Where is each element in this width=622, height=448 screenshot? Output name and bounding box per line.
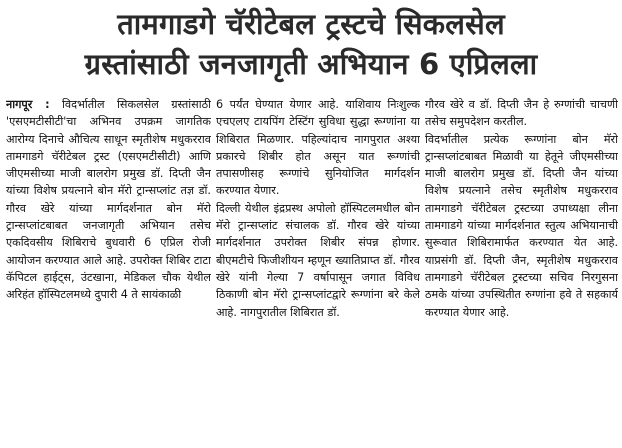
article-body	[6, 96, 616, 446]
headline-line-2: ग्रस्तांसाठी जनजागृती अभियान 6 एप्रिलला	[84, 47, 538, 81]
article-paragraph: दिल्ली येथील इंद्रप्रस्थ अपोलो हॉस्पिटलमधील बोन मॅरो ट्रान्सप्लांट संचालक डॉ. गौरव खेरे यांच्या मार्गदर्शनात उपरोक्त शिबीर संपन्न होणार. बीएमटीचे फिजीशीयन म्हणून ख्यातिप्राप्त डॉ. गौरव खेरे यांनी गेल्या 7 वर्षापासून जगात विविध ठिकाणी बोन मॅरो ट्रान्सप्लांटद्वारे रूग्णांना बरे केले आहे. नागपुरातील शिबिरात डॉ.	[216, 201, 420, 319]
article-text: विदर्भातील सिकलसेल ग्रस्तांसाठी 'एसएमटीसीटी'चा अभिनव उपक्रम जागतिक आरोग्य दिनाचे औचित्य साधून स्मृतीशेष मधुकरराव तामगाडगे चॅरीटेबल ट्रस्ट (एसएमटीसीटी) आणि जीएमसीच्या माजी बालरोग प्रमुख डॉ. दिप्ती जैन यांच्या विशेष प्रयत्नाने बोन मॅरो ट्रान्सप्लांट तज्ञ डॉ. गौरव खेरे यांच्या मार्गदर्शनात बोन मॅरो ट्रान्सप्लांटबाबत जनजागृती अभियान तसेच एकदिवसीय शिबिराचे बुधवारी 6 एप्रिल रोजी आयोजन करण्यात आले आहे. उपरोक्त शिबिर टाटा कॅपिटल हाईट्स, उंटखाना, मेडिकल चौक येथील अरिहंत हॉस्पिटलमध्ये दुपारी 4 ते सायंकाळी	[6, 98, 211, 302]
dateline: नागपूर :	[6, 98, 50, 111]
article-paragraph: गौरव खेरे व डॉ. दिप्ती जैन हे रुग्णांची चाचणी तसेच समुपदेशन करतील.	[425, 98, 618, 129]
article-paragraph: 6 पर्यंत घेण्यात येणार आहे. याशिवाय निःशुल्क एचएलए टायपिंग टेस्टिंग सुविधा सुद्धा रूग्णांना या शिबिरात मिळणार. पहिल्यांदाच नागपुरात अश्या प्रकारचे शिबीर होत असून यात रूग्णांची तपासणीसह रूग्णांचे सुनियोजित मार्गदर्शन करण्यात येणार.	[216, 98, 420, 198]
article-column-3	[425, 96, 618, 446]
article-column-1	[6, 96, 211, 446]
article-paragraph	[6, 96, 211, 304]
article-column-2	[216, 96, 420, 446]
headline	[6, 4, 616, 84]
article-paragraph: विदर्भातील प्रत्येक रूग्णांना बोन मॅरो ट्रान्सप्लांटबाबत मिळावी या हेतूने जीएमसीच्या माजी बालरोग प्रमुख डॉ. दिप्ती जैन यांच्या विशेष प्रयत्नाने तसेच स्मृतीशेष मधुकरराव तामगाडगे चॅरीटेबल ट्रस्टच्या उपाध्यक्षा लीना तामगाडगे यांच्या मार्गदर्शनात स्तुत्य अभियानाची सुरूवात शिबिरामार्फत करण्यात येत आहे. याप्रसंगी डॉ. दिप्ती जैन, स्मृतीशेष मधुकरराव तामगाडगे चॅरीटेबल ट्रस्टच्या सचिव निरगुसना ठमके यांच्या उपस्थितीत रुग्णांना हवे ते सहकार्य करण्यात येणार आहे.	[425, 132, 618, 319]
headline-line-1: तामगाडगे चॅरीटेबल ट्रस्टचे सिकलसेल	[117, 7, 505, 41]
